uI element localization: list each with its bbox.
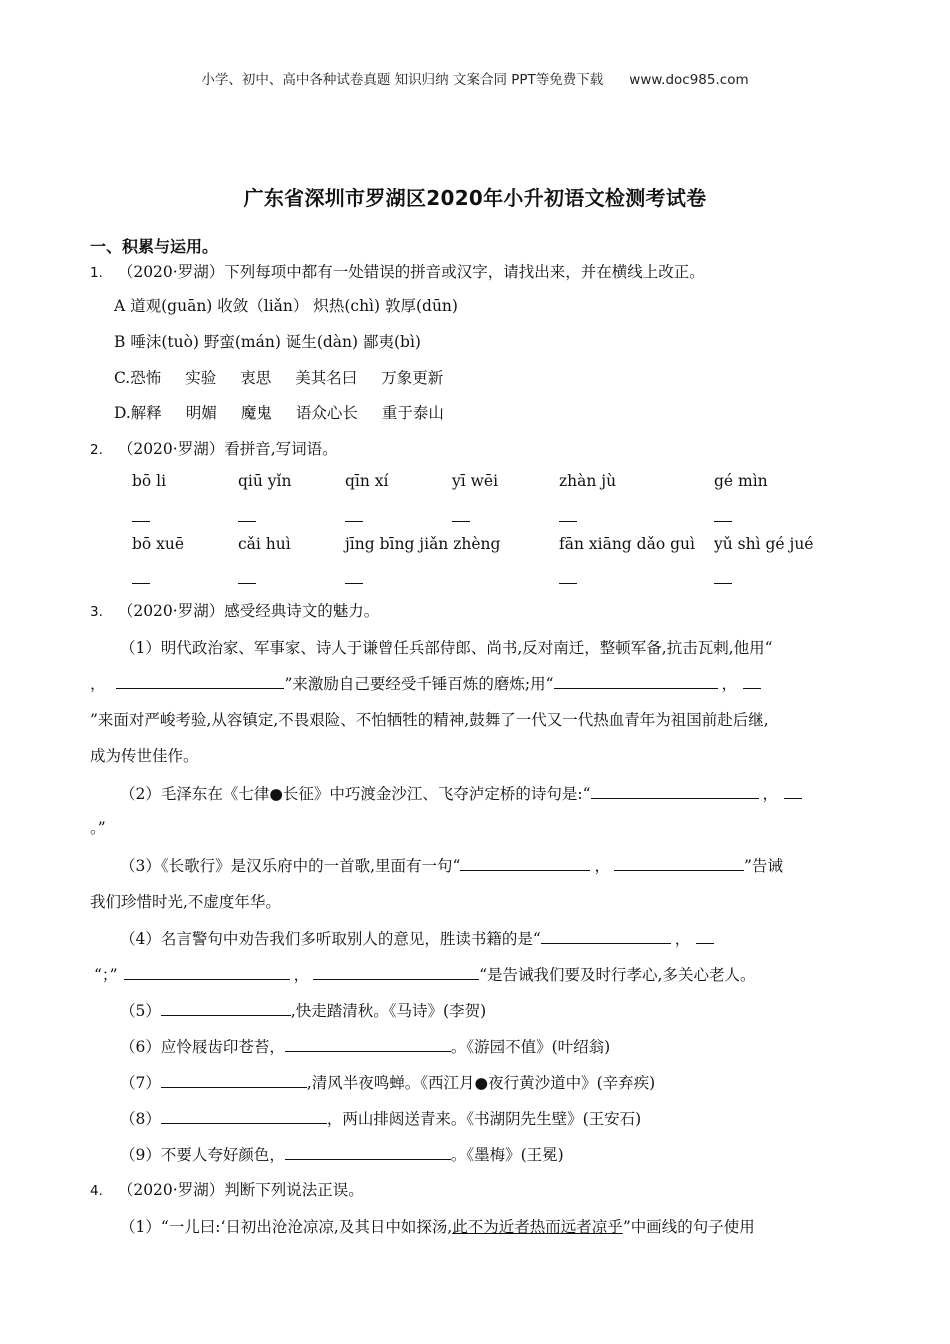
answer-blank[interactable] bbox=[124, 965, 290, 980]
answer-blank[interactable] bbox=[285, 1145, 451, 1160]
q3-item-5 bbox=[120, 999, 486, 1021]
punct: ， bbox=[90, 675, 106, 693]
q3-item-1-line-4: 成为传世佳作。 bbox=[90, 747, 199, 765]
word: 衷思 bbox=[240, 369, 272, 387]
q1-option-d bbox=[114, 401, 468, 423]
answer-blank[interactable] bbox=[559, 583, 577, 584]
word: 语众心长 bbox=[295, 404, 358, 422]
answer-blank[interactable] bbox=[452, 521, 470, 522]
q3-item-7 bbox=[120, 1071, 655, 1093]
answer-blank[interactable] bbox=[460, 856, 590, 871]
line-text: （6）应怜屐齿印苍苔， bbox=[120, 1038, 285, 1056]
punct: “；” bbox=[94, 966, 118, 984]
question-number: 3. bbox=[90, 604, 103, 620]
q1-option-a: A 道观(guān) 收敛（liǎn） 炽热(chì) 敦厚(dūn) bbox=[114, 297, 458, 315]
question-3 bbox=[90, 599, 379, 621]
word: 万象更新 bbox=[381, 369, 444, 387]
answer-blank[interactable] bbox=[696, 929, 714, 944]
line-text: ”中画线的句子使用 bbox=[622, 1218, 755, 1236]
pinyin-item: gé mìn bbox=[714, 472, 768, 490]
page-title: 广东省深圳市罗湖区2020年小升初语文检测考试卷 bbox=[243, 186, 707, 210]
answer-blank[interactable] bbox=[238, 583, 256, 584]
q3-item-2-line-1 bbox=[120, 782, 802, 804]
q3-item-1-line-1: （1）明代政治家、军事家、诗人于谦曾任兵部侍郎、尚书,反对南迁，整顿军备,抗击瓦剌,他用“ bbox=[120, 639, 773, 657]
answer-blank[interactable] bbox=[714, 521, 732, 522]
line-text: （3）《长歌行》是汉乐府中的一首歌,里面有一句“ bbox=[120, 857, 461, 875]
q3-item-3-line-1 bbox=[120, 854, 783, 876]
pinyin-item: qiū yǐn bbox=[238, 472, 292, 490]
question-text: （2020·罗湖）看拼音,写词语。 bbox=[117, 440, 338, 458]
q4-item-1 bbox=[120, 1215, 755, 1237]
q3-item-1-line-3: ”来面对严峻考验,从容镇定,不畏艰险、不怕牺牲的精神,鼓舞了一代又一代热血青年为祖国前赴后继, bbox=[90, 711, 769, 729]
punct: ， bbox=[674, 930, 691, 948]
word: 魔鬼 bbox=[240, 404, 272, 422]
line-text: （7） bbox=[120, 1074, 161, 1092]
line-text: ,快走踏清秋。《马诗》(李贺) bbox=[290, 1002, 487, 1020]
answer-blank[interactable] bbox=[132, 521, 150, 522]
line-text: ”告诫 bbox=[743, 857, 783, 875]
line-text: 。《墨梅》(王冕) bbox=[450, 1146, 564, 1164]
pinyin-item: zhàn jù bbox=[559, 472, 617, 490]
line-text: （9）不要人夸好颜色， bbox=[120, 1146, 285, 1164]
q3-item-4-line-2 bbox=[94, 963, 755, 985]
question-4 bbox=[90, 1178, 364, 1200]
question-1 bbox=[90, 260, 705, 282]
answer-blank[interactable] bbox=[345, 583, 363, 584]
page-header bbox=[0, 68, 950, 88]
answer-blank[interactable] bbox=[161, 1001, 291, 1016]
punct: ， bbox=[762, 785, 779, 803]
pinyin-item: yǔ shì gé jué bbox=[714, 535, 814, 553]
question-number: 4. bbox=[90, 1183, 103, 1199]
line-text: ”来激励自己要经受千锤百炼的磨炼;用“ bbox=[284, 675, 554, 693]
punct: ， bbox=[293, 966, 310, 984]
line-text: （4）名言警句中劝告我们多听取别人的意见，胜读书籍的是“ bbox=[120, 930, 541, 948]
answer-blank[interactable] bbox=[161, 1109, 327, 1124]
question-text: （2020·罗湖）判断下列说法正误。 bbox=[117, 1181, 364, 1199]
line-text: （5） bbox=[120, 1002, 161, 1020]
answer-blank[interactable] bbox=[784, 784, 802, 799]
line-text: （1）“一儿曰:‘日初出沧沧凉凉,及其日中如探汤, bbox=[120, 1218, 453, 1236]
question-2 bbox=[90, 437, 338, 459]
question-number: 2. bbox=[90, 442, 103, 458]
line-text: 。《游园不值》(叶绍翁) bbox=[450, 1038, 611, 1056]
pinyin-item: cǎi huì bbox=[238, 535, 291, 553]
header-text: 小学、初中、高中各种试卷真题 知识归纳 文案合同 PPT等免费下载 bbox=[201, 72, 604, 88]
section-heading: 一、积累与运用。 bbox=[90, 237, 219, 256]
q1-option-c bbox=[114, 366, 467, 388]
answer-blank[interactable] bbox=[238, 521, 256, 522]
header-url[interactable]: www.doc985.com bbox=[629, 72, 749, 88]
word: 明媚 bbox=[185, 404, 217, 422]
q3-item-6 bbox=[120, 1035, 610, 1057]
answer-blank[interactable] bbox=[313, 965, 479, 980]
answer-blank[interactable] bbox=[541, 929, 671, 944]
pinyin-item: fān xiāng dǎo guì bbox=[559, 535, 695, 553]
answer-blank[interactable] bbox=[591, 784, 759, 799]
question-text: （2020·罗湖）下列每项中都有一处错误的拼音或汉字，请找出来，并在横线上改正。 bbox=[117, 263, 705, 281]
answer-blank[interactable] bbox=[614, 856, 744, 871]
line-text: ,清风半夜鸣蝉。《西江月●夜行黄沙道中》(辛弃疾) bbox=[306, 1074, 656, 1092]
answer-blank[interactable] bbox=[345, 521, 363, 522]
answer-blank[interactable] bbox=[714, 583, 732, 584]
pinyin-item: bō xuē bbox=[132, 535, 185, 553]
answer-blank[interactable] bbox=[743, 674, 761, 689]
question-text: （2020·罗湖）感受经典诗文的魅力。 bbox=[117, 602, 380, 620]
q3-item-9 bbox=[120, 1143, 564, 1165]
question-number: 1. bbox=[90, 265, 103, 281]
q3-item-4-line-1 bbox=[120, 927, 714, 949]
q3-item-3-line-2: 我们珍惜时光,不虚度年华。 bbox=[90, 893, 281, 911]
line-text: ，两山排闼送青来。《书湖阴先生壁》(王安石) bbox=[326, 1110, 642, 1128]
word: 美其名曰 bbox=[295, 369, 358, 387]
q3-item-8 bbox=[120, 1107, 641, 1129]
underlined-sentence: 此不为近者热而远者凉乎 bbox=[452, 1218, 623, 1236]
answer-blank[interactable] bbox=[285, 1037, 451, 1052]
answer-blank[interactable] bbox=[559, 521, 577, 522]
pinyin-item: yī wēi bbox=[452, 472, 499, 490]
answer-blank[interactable] bbox=[132, 583, 150, 584]
punct: ， bbox=[594, 857, 610, 875]
word: D.解释 bbox=[114, 404, 162, 422]
pinyin-item: qīn xí bbox=[345, 472, 389, 490]
answer-blank[interactable] bbox=[554, 674, 718, 689]
q3-item-2-line-2: 。” bbox=[90, 819, 106, 837]
q1-option-b: B 唾沫(tuò) 野蛮(mán) 诞生(dàn) 鄙夷(bì) bbox=[114, 333, 421, 351]
line-text: （2）毛泽东在《七律●长征》中巧渡金沙江、飞夺泸定桥的诗句是:“ bbox=[120, 785, 591, 803]
line-text: “是告诫我们要及时行孝心,多关心老人。 bbox=[479, 966, 756, 984]
line-text: （8） bbox=[120, 1110, 161, 1128]
answer-blank[interactable] bbox=[116, 674, 284, 689]
answer-blank[interactable] bbox=[161, 1073, 307, 1088]
q3-item-1-line-2 bbox=[90, 672, 761, 694]
pinyin-item: jīng bīng jiǎn zhèng bbox=[345, 535, 501, 553]
word: C.恐怖 bbox=[114, 369, 162, 387]
punct: ， bbox=[721, 675, 738, 693]
word: 重于泰山 bbox=[381, 404, 444, 422]
word: 实验 bbox=[185, 369, 217, 387]
pinyin-item: bō li bbox=[132, 472, 167, 490]
